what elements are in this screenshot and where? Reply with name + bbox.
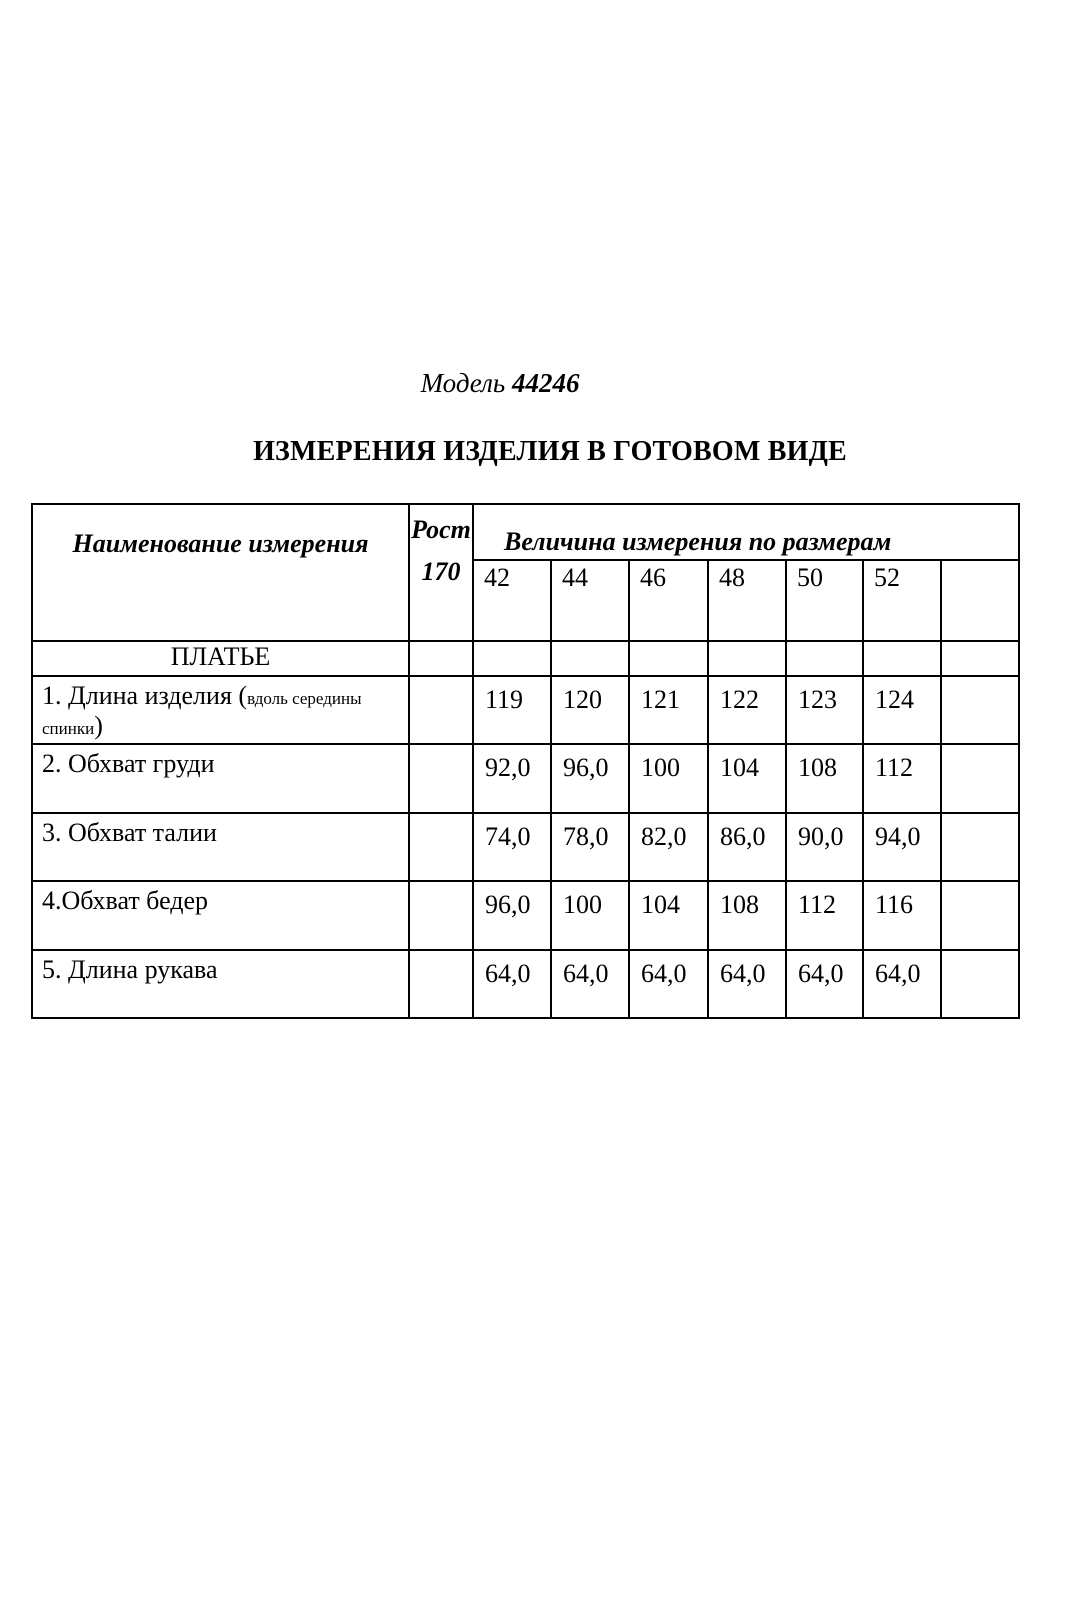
value-cell: 121 <box>629 676 708 744</box>
size-cell: 52 <box>863 560 941 641</box>
value-cell: 124 <box>863 676 941 744</box>
model-number: 44246 <box>511 368 580 398</box>
value-cell: 116 <box>863 881 941 950</box>
empty-cell <box>473 641 551 676</box>
row-label-text: 1. Длина изделия <box>42 681 239 710</box>
height-cell <box>409 676 473 744</box>
size-cell: 50 <box>786 560 863 641</box>
size-cell: 48 <box>708 560 786 641</box>
row-label <box>32 676 409 744</box>
value-cell: 64,0 <box>708 950 786 1018</box>
empty-cell <box>629 641 708 676</box>
value-cell: 64,0 <box>473 950 551 1018</box>
value-cell: 78,0 <box>551 813 629 881</box>
document-title: ИЗМЕРЕНИЯ ИЗДЕЛИЯ В ГОТОВОМ ВИДЕ <box>253 436 847 467</box>
empty-cell <box>708 641 786 676</box>
empty-cell <box>941 641 1019 676</box>
header-sizes: Величина измерения по размерам <box>473 504 1019 560</box>
value-cell: 86,0 <box>708 813 786 881</box>
value-cell: 82,0 <box>629 813 708 881</box>
section-label: ПЛАТЬЕ <box>32 641 409 676</box>
value-cell: 108 <box>708 881 786 950</box>
model-title <box>0 368 1000 399</box>
table-row <box>32 881 1019 950</box>
empty-cell <box>409 641 473 676</box>
value-cell: 112 <box>863 744 941 813</box>
value-cell <box>941 676 1019 744</box>
value-cell <box>941 881 1019 950</box>
value-cell: 64,0 <box>629 950 708 1018</box>
value-cell: 92,0 <box>473 744 551 813</box>
row-label: 4.Обхват бедер <box>32 881 409 950</box>
value-cell: 112 <box>786 881 863 950</box>
row-label: 5. Длина рукава <box>32 950 409 1018</box>
row-label: 2. Обхват груди <box>32 744 409 813</box>
value-cell: 120 <box>551 676 629 744</box>
header-height-label: Рост <box>411 515 471 544</box>
empty-cell <box>863 641 941 676</box>
value-cell: 64,0 <box>786 950 863 1018</box>
height-cell <box>409 881 473 950</box>
value-cell: 64,0 <box>551 950 629 1018</box>
row-label: 3. Обхват талии <box>32 813 409 881</box>
value-cell: 64,0 <box>863 950 941 1018</box>
model-label: Модель <box>420 368 506 398</box>
size-cell: 46 <box>629 560 708 641</box>
value-cell: 104 <box>708 744 786 813</box>
value-cell: 122 <box>708 676 786 744</box>
value-cell: 100 <box>551 881 629 950</box>
height-cell <box>409 744 473 813</box>
header-measurement-name: Наименование измерения <box>32 504 409 641</box>
measurements-table <box>31 503 1020 1019</box>
size-cell <box>941 560 1019 641</box>
height-cell <box>409 950 473 1018</box>
table-row <box>32 676 1019 744</box>
header-height-value: 170 <box>421 557 461 586</box>
value-cell: 100 <box>629 744 708 813</box>
value-cell <box>941 813 1019 881</box>
empty-cell <box>786 641 863 676</box>
value-cell: 119 <box>473 676 551 744</box>
header-height <box>409 504 473 641</box>
table-row <box>32 744 1019 813</box>
height-cell <box>409 813 473 881</box>
value-cell <box>941 950 1019 1018</box>
table-row <box>32 813 1019 881</box>
value-cell <box>941 744 1019 813</box>
value-cell: 123 <box>786 676 863 744</box>
value-cell: 104 <box>629 881 708 950</box>
row-note-open: ( <box>238 681 248 710</box>
row-note: вдоль середины спинки <box>42 689 362 738</box>
empty-cell <box>551 641 629 676</box>
value-cell: 90,0 <box>786 813 863 881</box>
size-cell: 44 <box>551 560 629 641</box>
size-cell: 42 <box>473 560 551 641</box>
value-cell: 96,0 <box>551 744 629 813</box>
value-cell: 94,0 <box>863 813 941 881</box>
value-cell: 108 <box>786 744 863 813</box>
value-cell: 96,0 <box>473 881 551 950</box>
value-cell: 74,0 <box>473 813 551 881</box>
row-note-close: ) <box>94 711 103 740</box>
table-row <box>32 950 1019 1018</box>
